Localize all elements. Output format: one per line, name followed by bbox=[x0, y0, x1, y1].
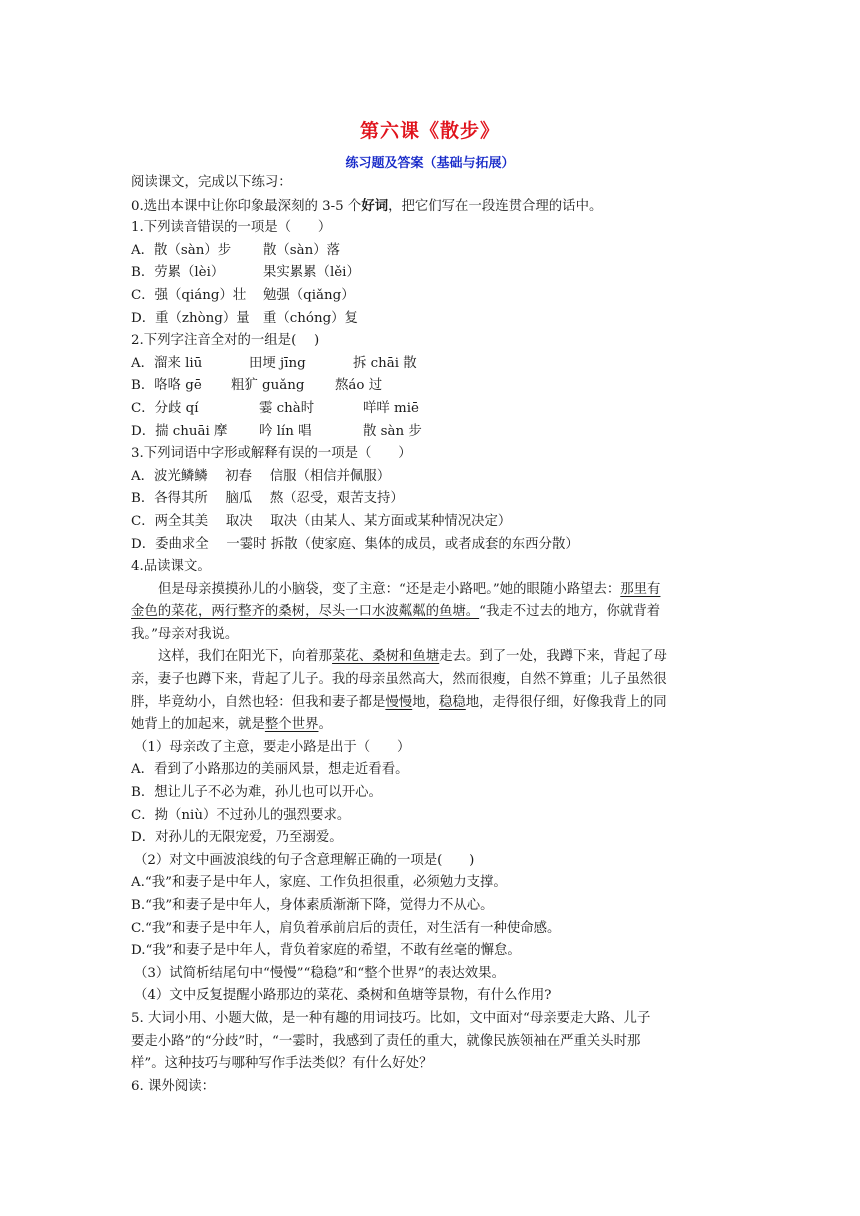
underlined-phrase: 菜花、桑树和鱼塘 bbox=[332, 649, 440, 665]
question-1-stem: 1.下列读音错误的一项是（ ） bbox=[131, 220, 332, 236]
passage-p2-line-3 bbox=[131, 692, 736, 715]
underlined-word: 整个世界 bbox=[264, 717, 319, 733]
page-subtitle: 练习题及答案（基础与拓展） bbox=[345, 156, 515, 171]
wavy-sentence: 金色的菜花，两行整齐的桑树，尽头一口水波粼粼的鱼塘。 bbox=[131, 604, 480, 620]
question-0-post: ，把它们写在一段连贯合理的话中。 bbox=[388, 198, 603, 214]
subquestion-2-option-d: D.“我”和妻子是中年人，背负着家庭的希望，不敢有丝毫的懈怠。 bbox=[131, 943, 521, 959]
subquestion-1-option-d: D．对孙儿的无限宠爱，乃至溺爱。 bbox=[131, 830, 343, 846]
passage-p2-line-4 bbox=[131, 714, 736, 737]
question-4-stem: 4.品读课文。 bbox=[131, 559, 211, 575]
question-3-option-d: D．委曲求全 一霎时 拆散（使家庭、集体的成员，或者成套的东西分散） bbox=[131, 536, 579, 552]
question-3-option-b: B．各得其所 脑瓜 熬（忍受，艰苦支持） bbox=[131, 491, 404, 507]
option-part: D．揣 chuāi 摩 bbox=[131, 423, 228, 439]
option-part: D．重（zhòng）量 bbox=[131, 310, 250, 326]
question-1-option-a bbox=[131, 240, 736, 263]
question-5-line-1: 5. 大词小用、小题大做，是一种有趣的用词技巧。比如，文中面对“母亲要走大路、儿子 bbox=[131, 1010, 651, 1026]
question-3-option-c: C．两全其美 取决 取决（由某人、某方面或某种情况决定） bbox=[131, 513, 512, 529]
option-part: B．咯咯 gē bbox=[131, 378, 202, 394]
passage-text: 地，走得很仔细，好像我背上的同 bbox=[465, 694, 667, 710]
option-part: A．散（sàn）步 bbox=[131, 242, 232, 258]
question-5-line-3: 样”。这种技巧与哪种写作手法类似？有什么好处？ bbox=[131, 1056, 433, 1072]
passage-text: 走去。到了一处，我蹲下来，背起了母 bbox=[439, 649, 667, 665]
subquestion-3: （3）试简析结尾句中“慢慢”“稳稳”和“整个世界”的表达效果。 bbox=[134, 965, 505, 981]
wavy-sentence: 那里有 bbox=[620, 581, 661, 597]
question-2-option-d bbox=[131, 421, 736, 444]
passage-text: “我走不过去的地方，你就背着 bbox=[479, 604, 661, 620]
subquestion-1-option-b: B．想让儿子不必为难，孙儿也可以开心。 bbox=[131, 785, 382, 801]
page-title: 第六课《散步》 bbox=[359, 120, 500, 142]
passage-text: 。 bbox=[318, 717, 332, 733]
subquestion-1-option-a: A．看到了小路那边的美丽风景，想走近看看。 bbox=[131, 762, 409, 778]
option-part: 散 sàn 步 bbox=[363, 423, 422, 439]
intro-line: 阅读课文，完成以下练习： bbox=[131, 175, 292, 190]
subquestion-4: （4）文中反复提醒小路那边的菜花、桑树和鱼塘等景物，有什么作用? bbox=[134, 988, 552, 1004]
option-part: 咩咩 miē bbox=[363, 400, 419, 416]
passage-p1-line-2 bbox=[131, 601, 736, 624]
option-part: 散（sàn）落 bbox=[263, 242, 341, 258]
question-2-option-b bbox=[131, 375, 736, 398]
option-part: 粗犷 guǎng bbox=[231, 378, 305, 394]
question-1-option-b bbox=[131, 262, 736, 285]
question-2-option-c bbox=[131, 398, 736, 421]
passage-text: 胖，毕竟幼小，自然也轻：但我和妻子都是 bbox=[131, 694, 386, 710]
question-3-option-a: A．波光鳞鳞 初春 信服（相信并佩服） bbox=[131, 468, 391, 484]
option-part: C．分歧 qí bbox=[131, 400, 199, 416]
question-2-option-a bbox=[131, 353, 736, 376]
option-part: 田埂 jīng bbox=[249, 355, 306, 371]
question-3-stem: 3.下列词语中字形或解释有误的一项是（ ） bbox=[131, 446, 412, 462]
option-part: 果实累累（lěi） bbox=[263, 265, 360, 281]
passage-text: 地， bbox=[412, 694, 439, 710]
subquestion-2-option-a: A.“我”和妻子是中年人，家庭、工作负担很重，必须勉力支撑。 bbox=[131, 875, 507, 891]
subquestion-2-option-b: B.“我”和妻子是中年人，身体素质渐渐下降，觉得力不从心。 bbox=[131, 898, 494, 913]
option-part: 勉强（qiǎng） bbox=[263, 287, 355, 303]
passage-text: 这样，我们在阳光下，向着那 bbox=[158, 649, 333, 665]
question-5-line-2: 要走小路”的“分歧”时，“一霎时，我感到了责任的重大，就像民族领袖在严重关头时那 bbox=[131, 1033, 641, 1049]
option-part: 熬áo 过 bbox=[335, 378, 383, 394]
passage-p2-line-2: 亲，妻子也蹲下来，背起了儿子。我的母亲虽然高大，然而很瘦，自然不算重；儿子虽然很 bbox=[131, 672, 667, 688]
passage-p1-line-3: 我。”母亲对我说。 bbox=[131, 626, 239, 642]
passage-text: 但是母亲摸摸孙儿的小脑袋，变了主意：“还是走小路吧。”她的眼随小路望去： bbox=[158, 581, 621, 597]
question-0-pre: 0.选出本课中让你印象最深刻的 3-5 个 bbox=[131, 198, 362, 214]
passage-p2-line-1 bbox=[131, 646, 736, 669]
question-1-option-d bbox=[131, 308, 736, 331]
passage-text: 她背上的加起来，就是 bbox=[131, 717, 265, 733]
question-6: 6. 课外阅读： bbox=[131, 1078, 215, 1094]
subquestion-1-option-c: C．拗（niù）不过孙儿的强烈要求。 bbox=[131, 807, 351, 823]
option-part: C．强（qiáng）壮 bbox=[131, 287, 247, 303]
option-part: B．劳累（lèi） bbox=[131, 265, 225, 281]
underlined-word: 慢慢 bbox=[385, 694, 413, 710]
subquestion-1-stem: （1）母亲改了主意，要走小路是出于（ ） bbox=[134, 739, 411, 755]
option-part: 吟 lín 唱 bbox=[259, 423, 312, 439]
option-part: 霎 chà时 bbox=[259, 400, 315, 416]
question-0-bold: 好词 bbox=[361, 197, 389, 214]
option-part: 拆 chāi 散 bbox=[353, 355, 417, 371]
question-1-option-c bbox=[131, 285, 736, 308]
option-part: A．溜来 liū bbox=[131, 355, 203, 371]
question-0 bbox=[131, 195, 736, 218]
passage-p1-line-1 bbox=[131, 579, 736, 602]
option-part: 重（chóng）复 bbox=[263, 310, 358, 326]
subquestion-2-stem: （2）对文中画波浪线的句子含意理解正确的一项是( ) bbox=[134, 852, 475, 868]
document-body bbox=[131, 172, 736, 1098]
underlined-word: 稳稳 bbox=[438, 694, 466, 710]
question-2-stem: 2.下列字注音全对的一组是( ) bbox=[131, 333, 320, 349]
subquestion-2-option-c: C.“我”和妻子是中年人，肩负着承前启后的责任，对生活有一种使命感。 bbox=[131, 920, 561, 936]
